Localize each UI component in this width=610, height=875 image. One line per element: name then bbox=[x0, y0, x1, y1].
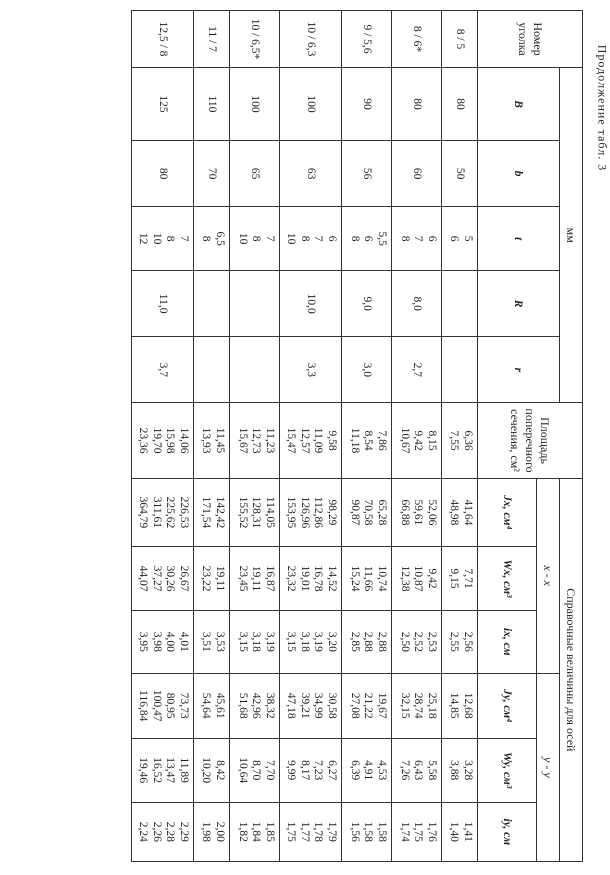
value-wy-cell bbox=[392, 738, 442, 802]
table-row bbox=[392, 11, 442, 862]
value-ix: 3,51 bbox=[200, 631, 213, 652]
value-jy-cell bbox=[342, 673, 392, 738]
value-ix: 3,98 bbox=[151, 631, 163, 652]
value-wy: 8,70 bbox=[250, 760, 263, 781]
value-iy: 1,78 bbox=[312, 821, 325, 842]
value-t-cell bbox=[392, 207, 442, 271]
value-wy: 4,53 bbox=[376, 760, 388, 781]
header-axis-x: x - x bbox=[537, 478, 560, 673]
value-jy: 25,18 bbox=[426, 692, 438, 719]
value-ix: 4,01 bbox=[178, 631, 190, 652]
value-jy: 73,73 bbox=[178, 692, 190, 719]
header-reference: Справочные величины для осей bbox=[560, 478, 583, 861]
value-B: 110 bbox=[194, 68, 230, 141]
value-ix-cell bbox=[230, 610, 280, 673]
value-wx: 19,11 bbox=[214, 565, 226, 592]
value-jy-cell bbox=[442, 673, 478, 738]
value-wy: 6,43 bbox=[412, 760, 425, 781]
value-t: 7 bbox=[178, 235, 190, 242]
value-jx: 155,52 bbox=[237, 496, 249, 529]
value-jx: 225,62 bbox=[164, 496, 177, 529]
value-jx-cell bbox=[392, 478, 442, 546]
angle-number: 10 / 6,5* bbox=[230, 11, 280, 68]
value-wy: 3,28 bbox=[462, 760, 474, 781]
header-t: t bbox=[478, 207, 560, 271]
value-ix: 3,53 bbox=[214, 631, 226, 652]
value-wx: 19,01 bbox=[299, 565, 311, 592]
value-jx-cell bbox=[342, 478, 392, 546]
value-wy-cell bbox=[342, 738, 392, 802]
value-jy: 38,32 bbox=[264, 692, 276, 719]
value-t: 7 bbox=[412, 235, 425, 242]
header-Wy: Wy, см³ bbox=[478, 738, 537, 802]
value-wy-cell bbox=[194, 738, 230, 802]
value-wx: 9,15 bbox=[448, 568, 461, 589]
value-wx: 16,87 bbox=[264, 565, 276, 592]
value-t: 8 bbox=[349, 235, 361, 242]
value-area: 14,06 bbox=[178, 427, 190, 454]
value-area-cell bbox=[230, 403, 280, 478]
value-ix: 2,88 bbox=[376, 631, 388, 652]
value-area: 7,55 bbox=[448, 430, 461, 451]
value-iy: 1,41 bbox=[462, 821, 474, 842]
value-jy: 19,67 bbox=[376, 692, 388, 719]
value-jy: 51,68 bbox=[237, 692, 249, 719]
value-area: 9,58 bbox=[326, 430, 338, 451]
value-wx: 16,78 bbox=[312, 565, 325, 592]
value-ix-cell bbox=[194, 610, 230, 673]
value-jx: 226,53 bbox=[178, 496, 190, 529]
value-R bbox=[442, 271, 478, 337]
header-iy: iy, см bbox=[478, 802, 537, 861]
value-ix-cell bbox=[442, 610, 478, 673]
value-wy: 7,26 bbox=[399, 760, 411, 781]
value-iy: 1,82 bbox=[237, 821, 249, 842]
value-B: 100 bbox=[280, 68, 342, 141]
value-wy: 11,89 bbox=[178, 757, 190, 783]
header-b: b bbox=[478, 141, 560, 207]
value-iy: 2,00 bbox=[214, 821, 226, 842]
value-jx: 114,05 bbox=[264, 496, 276, 528]
header-mm: мм bbox=[560, 68, 583, 403]
value-ix: 2,52 bbox=[412, 631, 425, 652]
value-t: 5,5 bbox=[376, 231, 388, 246]
value-t-cell bbox=[442, 207, 478, 271]
value-jx: 311,61 bbox=[151, 496, 163, 528]
value-wy: 4,91 bbox=[362, 760, 375, 781]
value-t-cell bbox=[280, 207, 342, 271]
value-jx: 52,06 bbox=[426, 499, 438, 526]
table-row bbox=[230, 11, 280, 862]
value-area: 19,70 bbox=[151, 427, 163, 454]
value-area: 23,36 bbox=[137, 427, 150, 454]
value-r: 3,3 bbox=[280, 337, 342, 403]
value-ix: 2,88 bbox=[362, 631, 375, 652]
angle-number: 12,5 / 8 bbox=[132, 11, 194, 68]
value-jx: 70,58 bbox=[362, 499, 375, 526]
value-r bbox=[230, 337, 280, 403]
value-R: 10,0 bbox=[280, 271, 342, 337]
angle-number: 8 / 6* bbox=[392, 11, 442, 68]
value-wx-cell bbox=[132, 547, 194, 611]
value-t: 8 bbox=[250, 235, 263, 242]
value-iy: 2,26 bbox=[151, 821, 163, 842]
value-b: 65 bbox=[230, 141, 280, 207]
value-wy: 7,23 bbox=[312, 760, 325, 781]
value-wx: 11,66 bbox=[362, 565, 375, 592]
value-ix: 3,18 bbox=[250, 631, 263, 652]
value-wx: 26,67 bbox=[178, 565, 190, 592]
value-iy: 2,28 bbox=[164, 821, 177, 842]
value-wx: 37,27 bbox=[151, 565, 163, 592]
value-area: 11,45 bbox=[214, 427, 226, 454]
value-jy: 54,64 bbox=[200, 692, 213, 719]
value-area: 10,67 bbox=[399, 427, 411, 454]
table-header bbox=[478, 11, 583, 862]
value-wy: 3,88 bbox=[448, 760, 461, 781]
value-wx: 15,24 bbox=[349, 565, 361, 592]
value-iy: 1,98 bbox=[200, 821, 213, 842]
value-r: 3,7 bbox=[132, 337, 194, 403]
value-iy: 1,84 bbox=[250, 821, 263, 842]
value-jx: 142,42 bbox=[214, 496, 226, 529]
rotated-page bbox=[0, 10, 583, 875]
value-jy-cell bbox=[132, 673, 194, 738]
value-area-cell bbox=[280, 403, 342, 478]
value-area-cell bbox=[442, 403, 478, 478]
value-jx: 112,86 bbox=[312, 496, 325, 528]
value-t: 7 bbox=[264, 235, 276, 242]
angle-number: 11 / 7 bbox=[194, 11, 230, 68]
value-iy-cell bbox=[442, 802, 478, 861]
value-iy-cell bbox=[280, 802, 342, 861]
table-row bbox=[132, 11, 194, 862]
value-iy: 1,75 bbox=[412, 821, 425, 842]
value-ix: 2,56 bbox=[462, 631, 474, 652]
value-area: 8,54 bbox=[362, 430, 375, 451]
value-wx-cell bbox=[230, 547, 280, 611]
value-wx: 10,74 bbox=[376, 565, 388, 592]
value-wy-cell bbox=[442, 738, 478, 802]
value-R: 9,0 bbox=[342, 271, 392, 337]
value-b: 56 bbox=[342, 141, 392, 207]
value-jy-cell bbox=[280, 673, 342, 738]
value-wx: 19,11 bbox=[250, 565, 263, 592]
value-ix: 3,95 bbox=[137, 631, 150, 652]
value-wx-cell bbox=[280, 547, 342, 611]
header-B: B bbox=[478, 68, 560, 141]
angle-number: 8 / 5 bbox=[442, 11, 478, 68]
value-jx: 48,98 bbox=[448, 499, 461, 526]
value-B: 125 bbox=[132, 68, 194, 141]
value-iy: 1,56 bbox=[349, 821, 361, 842]
value-ix-cell bbox=[280, 610, 342, 673]
value-ix: 3,19 bbox=[264, 631, 276, 652]
value-t-cell bbox=[194, 207, 230, 271]
value-area: 11,18 bbox=[349, 427, 361, 454]
value-ix: 4,00 bbox=[164, 631, 177, 652]
value-iy-cell bbox=[230, 802, 280, 861]
value-iy: 2,29 bbox=[178, 821, 190, 842]
header-R: R bbox=[478, 271, 560, 337]
value-wx: 23,45 bbox=[237, 565, 249, 592]
value-wx: 9,42 bbox=[426, 568, 438, 589]
value-wy: 16,52 bbox=[151, 757, 163, 784]
value-jy: 21,22 bbox=[362, 692, 375, 719]
value-jy: 39,21 bbox=[299, 692, 311, 719]
header-ix: ix, см bbox=[478, 610, 537, 673]
value-t: 8 bbox=[399, 235, 411, 242]
value-B: 80 bbox=[392, 68, 442, 141]
value-t: 6 bbox=[326, 235, 338, 242]
value-area: 12,73 bbox=[250, 427, 263, 454]
value-jx: 59,61 bbox=[412, 499, 425, 526]
value-ix: 3,15 bbox=[237, 631, 249, 652]
value-wy: 8,17 bbox=[299, 760, 311, 781]
value-wx: 23,22 bbox=[200, 565, 213, 592]
value-wx: 44,07 bbox=[137, 565, 150, 592]
value-ix: 3,18 bbox=[299, 631, 311, 652]
value-area: 15,67 bbox=[237, 427, 249, 454]
value-jy-cell bbox=[230, 673, 280, 738]
value-b: 63 bbox=[280, 141, 342, 207]
value-jy: 30,58 bbox=[326, 692, 338, 719]
value-wx-cell bbox=[392, 547, 442, 611]
value-iy: 1,76 bbox=[426, 821, 438, 842]
value-b: 60 bbox=[392, 141, 442, 207]
value-wx-cell bbox=[194, 547, 230, 611]
value-wx-cell bbox=[342, 547, 392, 611]
value-b: 70 bbox=[194, 141, 230, 207]
value-ix-cell bbox=[132, 610, 194, 673]
value-t: 8 bbox=[164, 235, 177, 242]
value-ix: 2,85 bbox=[349, 631, 361, 652]
value-iy: 1,79 bbox=[326, 821, 338, 842]
value-t: 6 bbox=[426, 235, 438, 242]
value-wy: 5,58 bbox=[426, 760, 438, 781]
value-jx: 153,95 bbox=[285, 496, 298, 529]
value-t: 12 bbox=[137, 232, 150, 245]
value-ix: 3,20 bbox=[326, 631, 338, 652]
value-jy: 27,08 bbox=[349, 692, 361, 719]
value-jx: 66,88 bbox=[399, 499, 411, 526]
value-area: 15,47 bbox=[285, 427, 298, 454]
value-B: 100 bbox=[230, 68, 280, 141]
value-jx: 128,31 bbox=[250, 496, 263, 529]
value-wx: 7,71 bbox=[462, 568, 474, 589]
value-wy-cell bbox=[132, 738, 194, 802]
value-jx: 90,87 bbox=[349, 499, 361, 526]
value-R bbox=[230, 271, 280, 337]
value-B: 80 bbox=[442, 68, 478, 141]
value-jy: 32,15 bbox=[399, 692, 411, 719]
value-iy: 1,58 bbox=[376, 821, 388, 842]
value-iy-cell bbox=[132, 802, 194, 861]
value-area: 11,23 bbox=[264, 427, 276, 454]
value-b: 50 bbox=[442, 141, 478, 207]
value-jx: 41,64 bbox=[462, 499, 474, 526]
value-wy-cell bbox=[230, 738, 280, 802]
value-jx-cell bbox=[132, 478, 194, 546]
header-area: Площадь поперечного сечения, см² bbox=[478, 403, 583, 478]
value-iy: 2,24 bbox=[137, 821, 150, 842]
value-area: 8,15 bbox=[426, 430, 438, 451]
value-jy: 42,96 bbox=[250, 692, 263, 719]
header-Wx: Wx, см³ bbox=[478, 547, 537, 611]
value-jx-cell bbox=[194, 478, 230, 546]
value-jy-cell bbox=[392, 673, 442, 738]
value-jy: 116,84 bbox=[137, 690, 150, 722]
value-area-cell bbox=[194, 403, 230, 478]
value-jy: 14,85 bbox=[448, 692, 461, 719]
value-jy: 80,95 bbox=[164, 692, 177, 719]
value-t: 5 bbox=[462, 235, 474, 242]
value-area-cell bbox=[132, 403, 194, 478]
value-ix-cell bbox=[392, 610, 442, 673]
value-t: 6,5 bbox=[214, 231, 226, 246]
value-iy-cell bbox=[392, 802, 442, 861]
value-t: 8 bbox=[200, 235, 213, 242]
value-iy: 1,74 bbox=[399, 821, 411, 842]
value-wy: 10,20 bbox=[200, 757, 213, 784]
value-R: 11,0 bbox=[132, 271, 194, 337]
value-iy: 1,85 bbox=[264, 821, 276, 842]
value-ix: 3,15 bbox=[285, 631, 298, 652]
value-ix-cell bbox=[342, 610, 392, 673]
angle-properties-table bbox=[131, 10, 583, 862]
value-iy-cell bbox=[342, 802, 392, 861]
value-area: 7,86 bbox=[376, 430, 388, 451]
value-area: 15,98 bbox=[164, 427, 177, 454]
table-row bbox=[442, 11, 478, 862]
value-wy: 10,64 bbox=[237, 757, 249, 784]
value-jy: 100,47 bbox=[151, 689, 163, 722]
value-t-cell bbox=[132, 207, 194, 271]
value-wy: 6,27 bbox=[326, 760, 338, 781]
value-iy-cell bbox=[194, 802, 230, 861]
value-t-cell bbox=[230, 207, 280, 271]
value-t: 10 bbox=[151, 232, 163, 245]
value-iy: 1,58 bbox=[362, 821, 375, 842]
value-t: 7 bbox=[312, 235, 325, 242]
value-t: 10 bbox=[237, 232, 249, 245]
value-t: 6 bbox=[448, 235, 461, 242]
value-R bbox=[194, 271, 230, 337]
value-jx: 65,28 bbox=[376, 499, 388, 526]
value-wy: 9,99 bbox=[285, 760, 298, 781]
value-jx: 98,29 bbox=[326, 499, 338, 526]
value-jx-cell bbox=[230, 478, 280, 546]
value-jy-cell bbox=[194, 673, 230, 738]
header-axis-y: y - y bbox=[537, 673, 560, 861]
value-wy: 13,47 bbox=[164, 757, 177, 784]
value-area: 13,93 bbox=[200, 427, 213, 454]
header-angle-no: Номер уголка bbox=[478, 11, 583, 68]
value-t: 10 bbox=[285, 232, 298, 245]
value-area: 9,42 bbox=[412, 430, 425, 451]
value-jx-cell bbox=[280, 478, 342, 546]
value-jy: 45,61 bbox=[214, 692, 226, 719]
value-jx: 364,79 bbox=[137, 496, 150, 529]
value-r: 2,7 bbox=[392, 337, 442, 403]
value-area: 12,57 bbox=[299, 427, 311, 454]
value-area: 6,36 bbox=[462, 430, 474, 451]
value-area-cell bbox=[392, 403, 442, 478]
value-ix: 2,53 bbox=[426, 631, 438, 652]
value-wy: 6,39 bbox=[349, 760, 361, 781]
value-wy: 8,42 bbox=[214, 760, 226, 781]
value-wx: 10,87 bbox=[412, 565, 425, 592]
value-iy: 1,40 bbox=[448, 821, 461, 842]
value-wx: 12,38 bbox=[399, 565, 411, 592]
value-ix: 2,50 bbox=[399, 631, 411, 652]
value-jy: 47,18 bbox=[285, 692, 298, 719]
header-Jx: Jx, см⁴ bbox=[478, 478, 537, 546]
value-wy-cell bbox=[280, 738, 342, 802]
value-wx: 30,26 bbox=[164, 565, 177, 592]
value-iy: 1,77 bbox=[299, 821, 311, 842]
table-row bbox=[280, 11, 342, 862]
angle-number: 9 / 5,6 bbox=[342, 11, 392, 68]
value-b: 80 bbox=[132, 141, 194, 207]
table-caption: Продолжение табл. 3 bbox=[595, 44, 610, 172]
header-Jy: Jy, см⁴ bbox=[478, 673, 537, 738]
value-jx: 171,54 bbox=[200, 496, 213, 529]
value-t: 8 bbox=[299, 235, 311, 242]
value-r bbox=[442, 337, 478, 403]
header-r: r bbox=[478, 337, 560, 403]
value-ix: 2,55 bbox=[448, 631, 461, 652]
value-wx: 23,32 bbox=[285, 565, 298, 592]
value-B: 90 bbox=[342, 68, 392, 141]
value-iy: 1,75 bbox=[285, 821, 298, 842]
value-wx: 14,52 bbox=[326, 565, 338, 592]
table-body bbox=[132, 11, 478, 862]
value-R: 8,0 bbox=[392, 271, 442, 337]
value-jx: 126,96 bbox=[299, 496, 311, 529]
value-area: 11,09 bbox=[312, 427, 325, 454]
value-jy: 34,99 bbox=[312, 692, 325, 719]
value-wy: 19,46 bbox=[137, 757, 150, 784]
value-jy: 12,68 bbox=[462, 692, 474, 719]
value-wy: 7,70 bbox=[264, 760, 276, 781]
value-t-cell bbox=[342, 207, 392, 271]
value-r bbox=[194, 337, 230, 403]
table-row bbox=[342, 11, 392, 862]
table-row bbox=[194, 11, 230, 862]
value-t: 6 bbox=[362, 235, 375, 242]
value-ix: 3,19 bbox=[312, 631, 325, 652]
angle-number: 10 / 6,3 bbox=[280, 11, 342, 68]
value-area-cell bbox=[342, 403, 392, 478]
value-r: 3,0 bbox=[342, 337, 392, 403]
value-jx-cell bbox=[442, 478, 478, 546]
value-jy: 28,74 bbox=[412, 692, 425, 719]
value-wx-cell bbox=[442, 547, 478, 611]
